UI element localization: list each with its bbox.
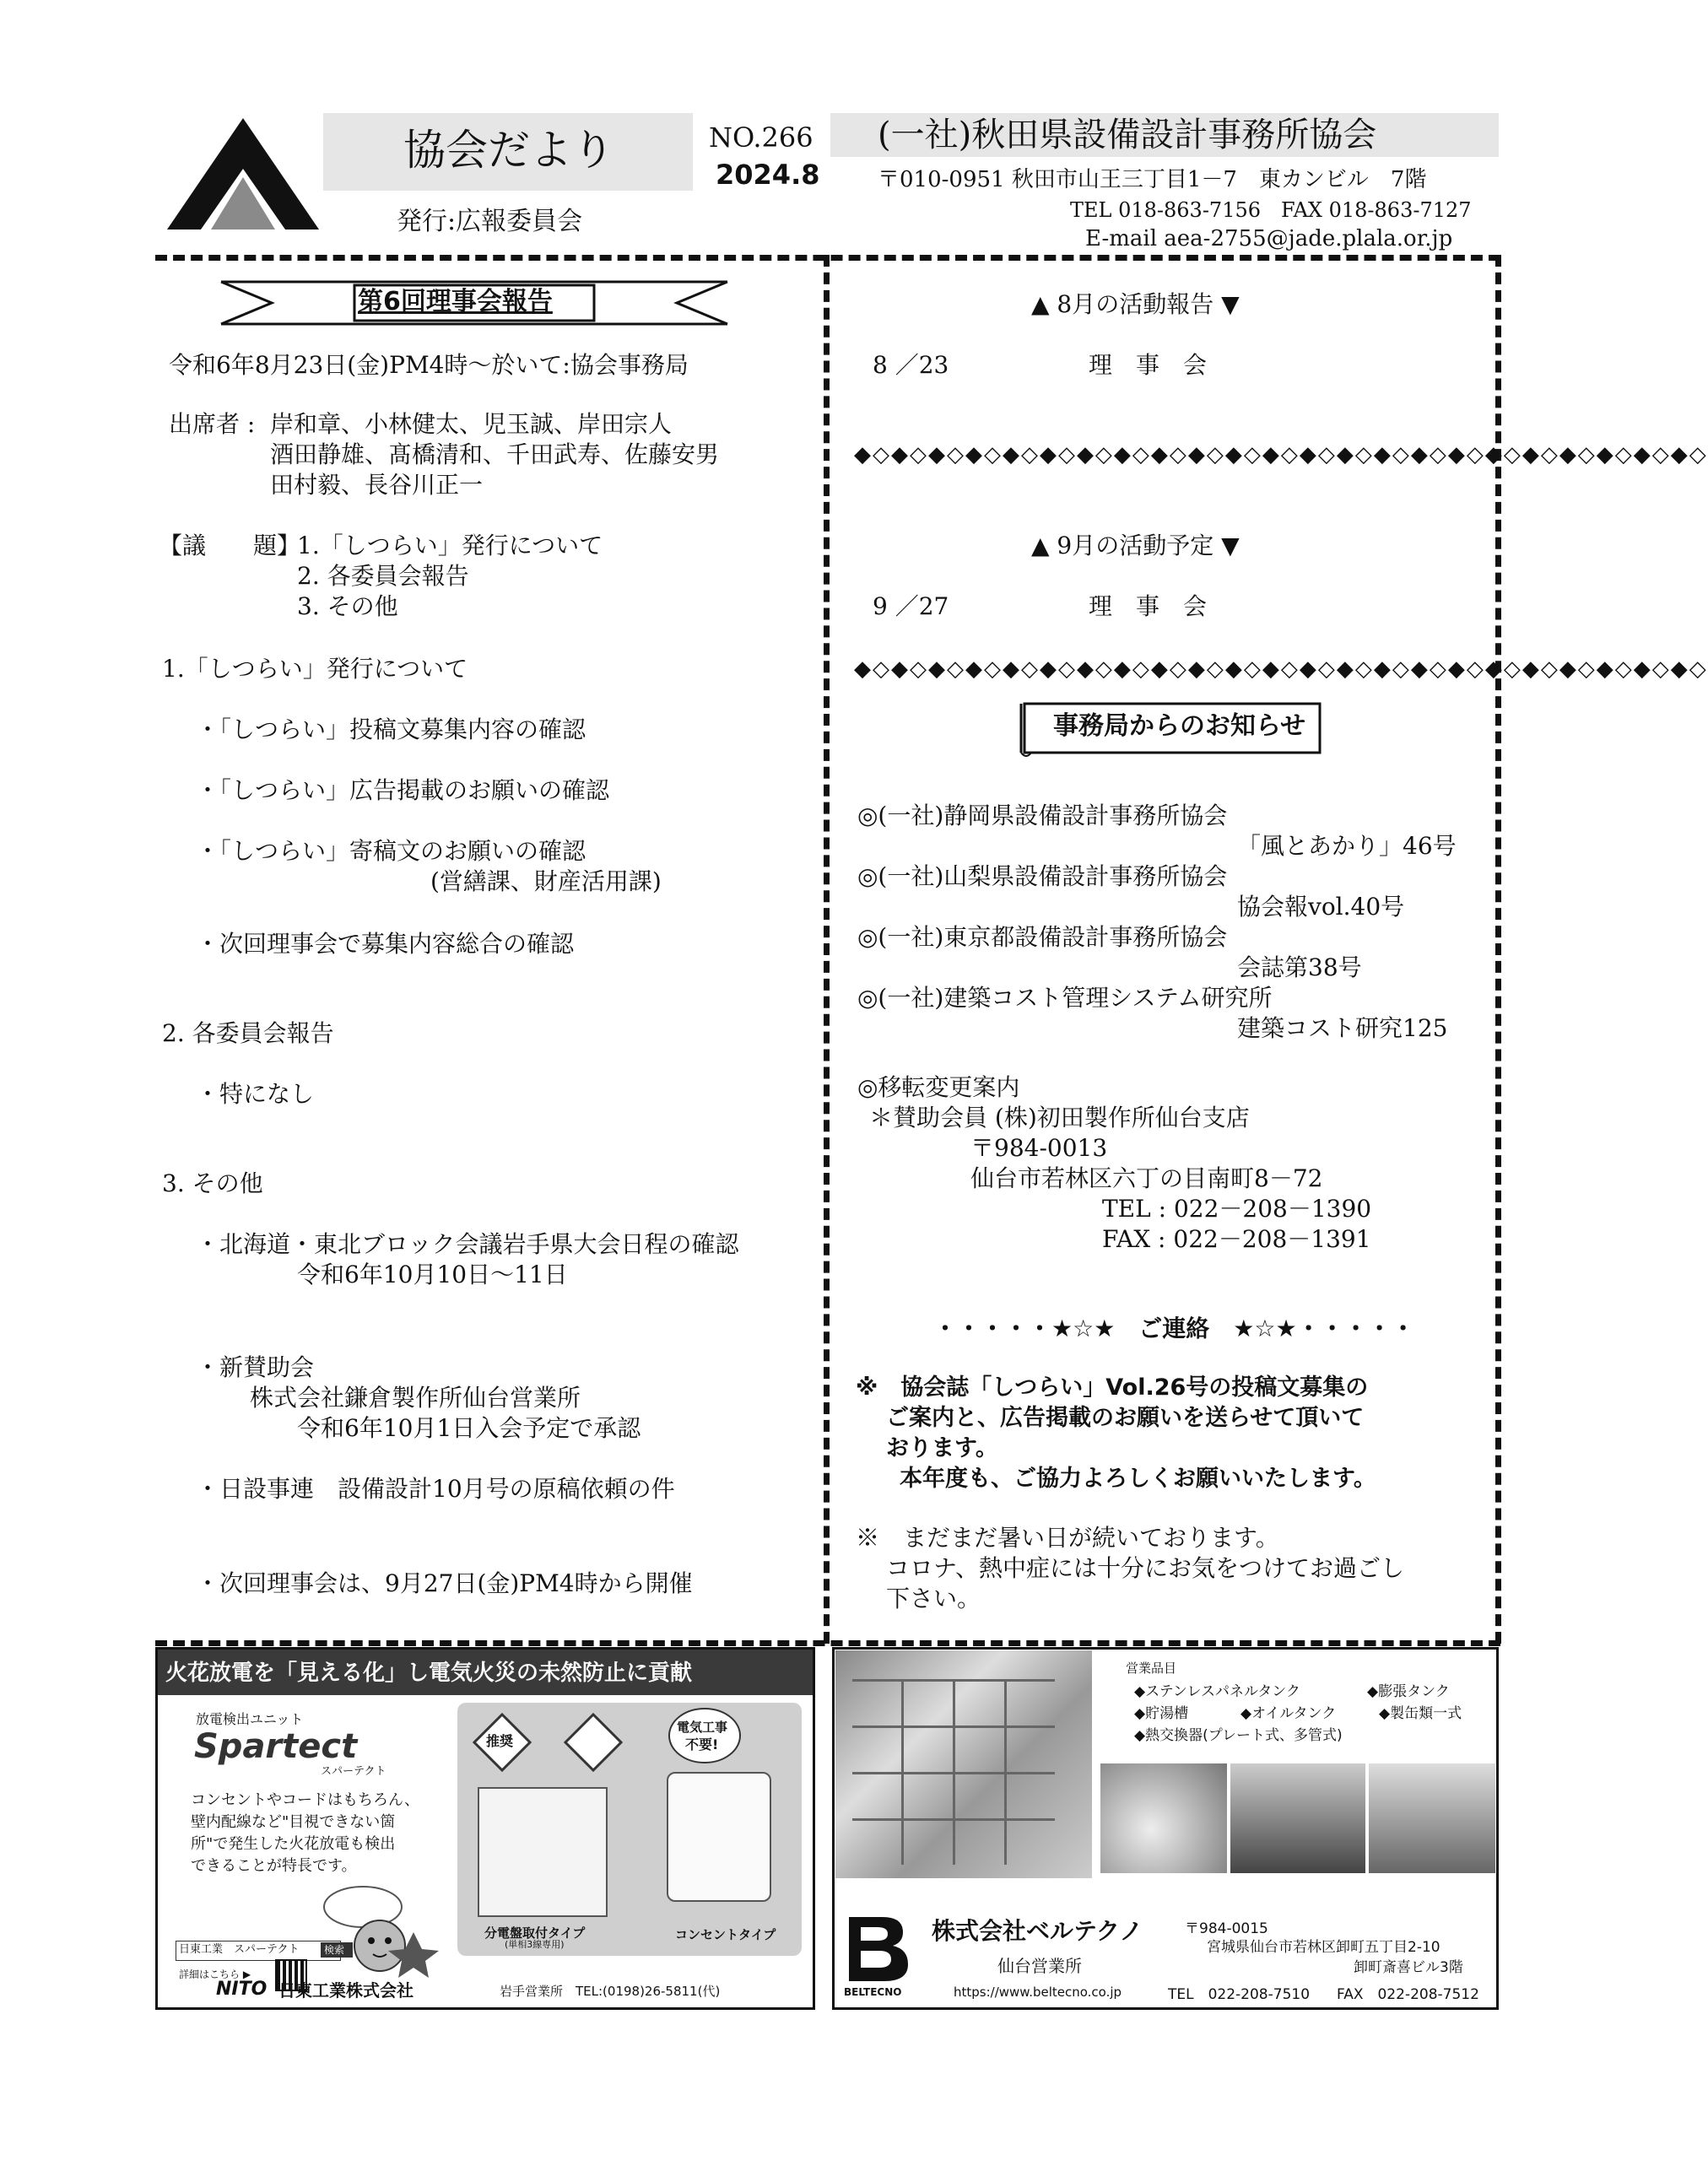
nitto-logo: NITO	[216, 1979, 268, 2000]
section2-title: 2. 各委員会報告	[162, 1019, 334, 1047]
products-title: 営業品目	[1126, 1661, 1177, 1676]
contact-line: おります。	[886, 1435, 998, 1461]
section3-item-company: 株式会社鎌倉製作所仙台営業所	[250, 1384, 581, 1412]
received-pub: 協会報vol.40号	[1237, 893, 1405, 921]
beltecno-address: 卸町斎喜ビル3階	[1354, 1959, 1463, 1976]
publisher: 発行:広報委員会	[397, 207, 583, 236]
august-report-title: ▲ 8月の活動報告 ▼	[1031, 290, 1240, 318]
august-date: 8 ／23	[873, 351, 949, 379]
section3-title: 3. その他	[162, 1169, 263, 1197]
september-event: 理 事 会	[1089, 592, 1208, 620]
association-logo	[167, 118, 319, 230]
round-tank-photo	[1100, 1763, 1227, 1873]
beltecno-tel: TEL 022-208-7510	[1168, 1986, 1311, 2003]
agenda-item: 1.「しつらい」発行について	[297, 532, 603, 559]
panel-tank-grid	[852, 1679, 1055, 1865]
section3-item: ・北海道・東北ブロック会議岩手県大会日程の確認	[196, 1230, 739, 1258]
contact-line: ご案内と、広告掲載のお願いを送らせて頂いて	[886, 1405, 1365, 1431]
relocation-fax: FAX : 022－208－1391	[1102, 1225, 1371, 1253]
report-banner-title: 第6回理事会報告	[358, 287, 553, 316]
contact-title: ・・・・・★☆★ ご連絡 ★☆★・・・・・	[933, 1315, 1415, 1342]
beltecno-branch: 仙台営業所	[997, 1956, 1082, 1976]
beltecno-logo-text: BELTECNO	[844, 1986, 902, 1998]
closing-line: コロナ、熱中症には十分にお気をつけてお過ごし	[886, 1554, 1405, 1582]
spartect-unit-label: 放電検出ユニット	[196, 1711, 304, 1727]
nitto-company: 日東工業株式会社	[278, 1980, 413, 2001]
spartect-desc: できることが特長です。	[191, 1857, 357, 1875]
attendees-line: 田村毅、長谷川正一	[270, 471, 484, 499]
outlet-device-image	[667, 1772, 771, 1902]
attendees-label: 出席者 :	[169, 410, 256, 438]
search-button-label: 検索	[324, 1944, 345, 1956]
beltecno-logo-icon	[844, 1914, 915, 1985]
august-event: 理 事 会	[1089, 351, 1208, 379]
beltecno-address: 宮城県仙台市若林区卸町五丁目2-10	[1207, 1939, 1440, 1956]
section3-item: ・日設事連 設備設計10月号の原稿依頼の件	[196, 1475, 675, 1503]
notice-banner-title: 事務局からのお知らせ	[1053, 711, 1306, 741]
equipment-photo	[1369, 1763, 1495, 1873]
section1-item: ・「しつらい」広告掲載のお願いの確認	[196, 776, 610, 804]
beltecno-company: 株式会社ベルテクノ	[932, 1917, 1143, 1945]
closing-line: 下さい。	[886, 1585, 981, 1612]
type-panel-label: 分電盤取付タイプ	[484, 1925, 586, 1941]
nitto-office: 岩手営業所 TEL:(0198)26-5811(代)	[500, 1984, 721, 1999]
section3-item: ・新賛助会	[196, 1353, 315, 1381]
type-panel-sublabel: (単相3線専用)	[505, 1939, 565, 1950]
no-work-badge: 不要!	[685, 1736, 719, 1752]
nitto-ad-headline: 火花放電を「見える化」し電気火災の未然防止に貢献	[165, 1661, 693, 1686]
bottom-dashed-divider	[155, 1640, 1500, 1646]
relocation-address: 仙台市若林区六丁の目南町8－72	[970, 1164, 1323, 1192]
spartect-desc: 壁内配線など"目視できない箇	[191, 1813, 396, 1831]
received-org: ◎(一社)東京都設備設計事務所協会	[857, 923, 1228, 951]
org-name: (一社)秋田県設備設計事務所協会	[878, 116, 1377, 154]
product-item: ◆熱交換器(プレート式、多管式)	[1134, 1727, 1343, 1744]
meeting-date: 令和6年8月23日(金)PM4時～於いて:協会事務局	[169, 351, 689, 379]
product-item: ◆貯湯槽	[1134, 1705, 1189, 1722]
diamond-mark-icon	[564, 1713, 623, 1772]
product-item: ◆ステンレスパネルタンク	[1134, 1683, 1300, 1700]
agenda-label: 【議 題】	[159, 532, 301, 559]
recommend-badge: 推奨	[486, 1733, 514, 1749]
attendees-line: 酒田静雄、髙橋清和、千田武寿、佐藤安男	[270, 440, 720, 468]
no-work-badge: 電気工事	[677, 1720, 728, 1735]
type-outlet-label: コンセントタイプ	[675, 1927, 776, 1942]
org-address: 〒010-0951 秋田市山王三丁目1－7 東カンビル 7階	[878, 167, 1427, 192]
spartect-brand-kana: スパーテクト	[321, 1765, 386, 1778]
newsletter-title: 協会だより	[403, 126, 614, 175]
relocation-title: ◎移転変更案内	[857, 1073, 1020, 1101]
received-pub: 会誌第38号	[1237, 953, 1362, 981]
agenda-item: 2. 各委員会報告	[297, 562, 469, 590]
oil-tank-photo	[1230, 1763, 1365, 1873]
product-item: ◆オイルタンク	[1240, 1705, 1337, 1722]
product-item: ◆膨張タンク	[1367, 1683, 1450, 1700]
september-plan-title: ▲ 9月の活動予定 ▼	[1031, 532, 1240, 559]
diamond-divider: ◆◇◆◇◆◇◆◇◆◇◆◇◆◇◆◇◆◇◆◇◆◇◆◇◆◇◆◇◆◇◆◇◆◇◆◇◆◇◆◇◆◇◆◇◆◇	[854, 442, 1708, 467]
beltecno-fax: FAX 022-208-7512	[1337, 1986, 1479, 2003]
relocation-tel: TEL : 022－208－1390	[1102, 1195, 1372, 1223]
section1-item: ・「しつらい」寄稿文のお願いの確認	[196, 837, 586, 865]
center-dashed-divider	[824, 255, 830, 1644]
received-pub: 「風とあかり」46号	[1237, 832, 1457, 860]
section3-item-date: 令和6年10月10日～11日	[297, 1261, 568, 1288]
received-org: ◎(一社)静岡県設備設計事務所協会	[857, 802, 1228, 829]
breaker-device-image	[478, 1787, 608, 1917]
contact-line: ※ 協会誌「しつらい」Vol.26号の投稿文募集の	[856, 1374, 1369, 1401]
issue-date: 2024.8	[716, 159, 820, 191]
agenda-item: 3. その他	[297, 592, 398, 620]
section3-item-note: 令和6年10月1日入会予定で承認	[297, 1414, 641, 1442]
section1-item: ・次回理事会で募集内容総合の確認	[196, 930, 575, 958]
relocation-member: ＊賛助会員 (株)初田製作所仙台支店	[869, 1104, 1250, 1131]
product-item: ◆製缶類一式	[1379, 1705, 1462, 1722]
relocation-zip: 〒984-0013	[970, 1134, 1108, 1162]
org-email: E-mail aea-2755@jade.plala.or.jp	[1085, 226, 1453, 251]
detail-link[interactable]: 詳細はこちら ▶	[179, 1968, 251, 1980]
issue-number: NO.266	[709, 122, 813, 154]
section1-item: ・「しつらい」投稿文募集内容の確認	[196, 716, 586, 743]
diamond-divider: ◆◇◆◇◆◇◆◇◆◇◆◇◆◇◆◇◆◇◆◇◆◇◆◇◆◇◆◇◆◇◆◇◆◇◆◇◆◇◆◇◆◇◆◇◆◇	[854, 656, 1708, 682]
received-org: ◎(一社)山梨県設備設計事務所協会	[857, 862, 1228, 890]
spartect-desc: 所"で発生した火花放電も検出	[191, 1835, 396, 1853]
search-label: 日東工業 スパーテクト	[179, 1943, 300, 1956]
no-work-badge-icon	[667, 1706, 743, 1765]
section2-item: ・特になし	[196, 1080, 315, 1108]
section1-title: 1.「しつらい」発行について	[162, 655, 468, 683]
beltecno-zip: 〒984-0015	[1185, 1920, 1268, 1937]
spartect-desc: コンセントやコードはもちろん、	[191, 1791, 420, 1809]
received-org: ◎(一社)建築コスト管理システム研究所	[857, 984, 1273, 1012]
attendees-line: 岸和章、小林健太、児玉誠、岸田宗人	[270, 410, 673, 438]
org-tel-fax: TEL 018-863-7156 FAX 018-863-7127	[1070, 198, 1472, 222]
contact-line: 本年度も、ご協力よろしくお願いいたします。	[900, 1466, 1376, 1492]
spartect-brand: Spartect	[194, 1727, 358, 1766]
september-date: 9 ／27	[873, 592, 949, 620]
closing-line: ※ まだまだ暑い日が続いております。	[856, 1524, 1279, 1552]
section1-note: (営繕課、財産活用課)	[430, 867, 662, 895]
beltecno-url[interactable]: https://www.beltecno.co.jp	[954, 1985, 1122, 2000]
received-pub: 建築コスト研究125	[1237, 1014, 1448, 1042]
section3-item: ・次回理事会は、9月27日(金)PM4時から開催	[196, 1569, 693, 1597]
